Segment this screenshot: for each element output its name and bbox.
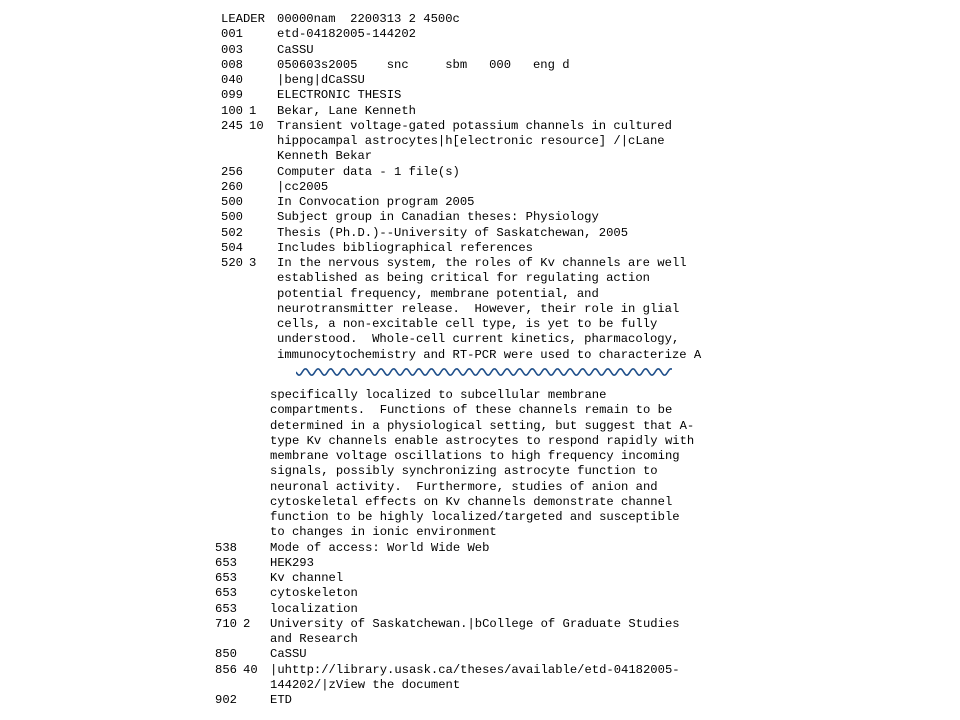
marc-field-text: cells, a non-excitable cell type, is yet to be fully (277, 317, 658, 331)
marc-field-continuation (0, 302, 960, 317)
marc-field (0, 210, 960, 225)
marc-tag: 260 (221, 179, 243, 194)
marc-field (0, 195, 960, 210)
marc-field-text: type Kv channels enable astrocytes to respond rapidly with (270, 433, 695, 448)
marc-field (0, 58, 960, 73)
marc-tag: 502 (221, 225, 243, 240)
marc-tag: 256 (221, 164, 243, 179)
marc-field (0, 602, 960, 617)
marc-tag: 902 (215, 693, 237, 707)
marc-tag: 003 (221, 42, 243, 57)
marc-field-continuation (0, 510, 960, 525)
marc-field-text: Mode of access: World Wide Web (270, 540, 490, 555)
marc-field (0, 27, 960, 42)
marc-field-text: Kv channel (270, 571, 344, 585)
marc-field-text: determined in a physiological setting, but suggest that A- (270, 418, 695, 433)
marc-field-continuation (0, 348, 960, 363)
marc-tag: 653 (215, 555, 237, 570)
marc-field-text: |uhttp://library.usask.ca/theses/available/etd-04182005- (270, 662, 680, 677)
marc-field-continuation (0, 317, 960, 332)
marc-field-text: CaSSU (277, 42, 314, 57)
marc-field-text: 144202/|zView the document (270, 677, 461, 692)
marc-field-text: |cc2005 (277, 179, 329, 194)
marc-field-continuation (0, 149, 960, 164)
marc-field-text: 00000nam 2200313 2 4500c (277, 12, 460, 26)
marc-field-text: ELECTRONIC THESIS (277, 88, 402, 103)
marc-tag: 001 (221, 27, 243, 42)
marc-field-continuation (0, 678, 960, 693)
marc-field-continuation (0, 434, 960, 449)
marc-field-continuation (0, 525, 960, 540)
marc-field (0, 617, 960, 632)
marc-field-text: immunocytochemistry and RT-PCR were used to characterize A (277, 347, 702, 362)
marc-field-text: established as being critical for regulating action (277, 271, 650, 286)
marc-field-text: CaSSU (270, 647, 307, 662)
marc-field-text: neurotransmitter release. However, their role in glial (277, 301, 680, 316)
marc-field (0, 571, 960, 586)
marc-tag: 504 (221, 240, 243, 255)
marc-field-text: and Research (270, 632, 358, 646)
marc-field-text: cytoskeletal effects on Kv channels demonstrate channel (270, 494, 673, 509)
marc-field-continuation (0, 403, 960, 418)
marc-field-text: HEK293 (270, 555, 314, 570)
marc-field-text: Bekar, Lane Kenneth (277, 103, 416, 118)
marc-field-text: cytoskeleton (270, 586, 358, 601)
marc-field-text: University of Saskatchewan.|bCollege of Graduate Studies (270, 616, 680, 631)
marc-tag: 653 (215, 601, 237, 616)
marc-tag: 653 (215, 571, 237, 585)
marc-tag: 538 (215, 540, 237, 555)
marc-field (0, 647, 960, 662)
marc-field-continuation (0, 419, 960, 434)
marc-field (0, 119, 960, 134)
marc-field (0, 256, 960, 271)
marc-field-text: membrane voltage oscillations to high frequency incoming (270, 449, 680, 463)
marc-tag: 008 (221, 57, 243, 72)
marc-field-text: function to be highly localized/targeted and susceptible (270, 510, 680, 524)
marc-field-continuation (0, 332, 960, 347)
marc-field-continuation (0, 632, 960, 647)
marc-tag: 500 (221, 195, 243, 209)
marc-field (0, 663, 960, 678)
marc-field (0, 104, 960, 119)
marc-indicators: 10 (249, 118, 264, 133)
marc-tag: 040 (221, 73, 243, 87)
marc-field-text: In Convocation program 2005 (277, 195, 475, 209)
marc-field-text: Kenneth Bekar (277, 149, 373, 164)
marc-tag: 099 (221, 88, 243, 103)
wavy-break-icon (296, 364, 672, 380)
marc-field-text: understood. Whole-cell current kinetics, pharmacology, (277, 332, 680, 347)
marc-field-text: ETD (270, 693, 292, 707)
marc-field-text: Includes bibliographical references (277, 240, 533, 255)
marc-tag: 710 (215, 616, 237, 631)
marc-field-continuation (0, 287, 960, 302)
marc-field-text: potential frequency, membrane potential, and (277, 286, 599, 301)
marc-field (0, 73, 960, 88)
marc-field-continuation (0, 271, 960, 286)
marc-field (0, 556, 960, 571)
marc-field (0, 88, 960, 103)
marc-field-text: hippocampal astrocytes|h[electronic resource] /|cLane (277, 134, 665, 148)
marc-field-text: specifically localized to subcellular membrane (270, 388, 607, 402)
marc-indicators: 1 (249, 103, 257, 118)
marc-tag: 520 (221, 256, 243, 270)
marc-indicators: 2 (243, 616, 251, 631)
marc-field-text: In the nervous system, the roles of Kv channels are well (277, 256, 687, 270)
marc-field-text: localization (270, 601, 358, 616)
marc-field-text: Computer data - 1 file(s) (277, 164, 460, 179)
marc-field-text: Transient voltage-gated potassium channels in cultured (277, 118, 672, 133)
marc-field (0, 43, 960, 58)
marc-field-text: 050603s2005 snc sbm 000 eng d (277, 57, 570, 72)
marc-field-continuation (0, 449, 960, 464)
marc-field (0, 693, 960, 708)
marc-field-text: compartments. Functions of these channels remain to be (270, 403, 673, 418)
marc-tag: LEADER (221, 12, 265, 26)
marc-field-text: |beng|dCaSSU (277, 73, 365, 87)
marc-field (0, 180, 960, 195)
marc-tag: 100 (221, 103, 243, 118)
marc-field-continuation (0, 464, 960, 479)
marc-indicators: 40 (243, 662, 258, 677)
marc-tag: 245 (221, 118, 243, 133)
marc-field (0, 241, 960, 256)
marc-tag: 856 (215, 662, 237, 677)
marc-field (0, 388, 960, 403)
marc-field-text: to changes in ionic environment (270, 525, 497, 540)
marc-field-text: Subject group in Canadian theses: Physiology (277, 210, 599, 225)
marc-tag: 500 (221, 210, 243, 225)
marc-field (0, 586, 960, 601)
marc-field-continuation (0, 495, 960, 510)
marc-field-continuation (0, 480, 960, 495)
marc-field (0, 165, 960, 180)
marc-field-text: neuronal activity. Furthermore, studies of anion and (270, 479, 658, 494)
marc-field-text: signals, possibly synchronizing astrocyte function to (270, 464, 658, 479)
marc-field-continuation (0, 134, 960, 149)
marc-field (0, 226, 960, 241)
marc-indicators: 3 (249, 256, 257, 270)
marc-field-text: Thesis (Ph.D.)--University of Saskatchewan, 2005 (277, 225, 629, 240)
marc-tag: 850 (215, 647, 237, 662)
marc-tag: 653 (215, 586, 237, 601)
marc-field (0, 12, 960, 27)
marc-field (0, 541, 960, 556)
marc-field-text: etd-04182005-144202 (277, 27, 416, 42)
